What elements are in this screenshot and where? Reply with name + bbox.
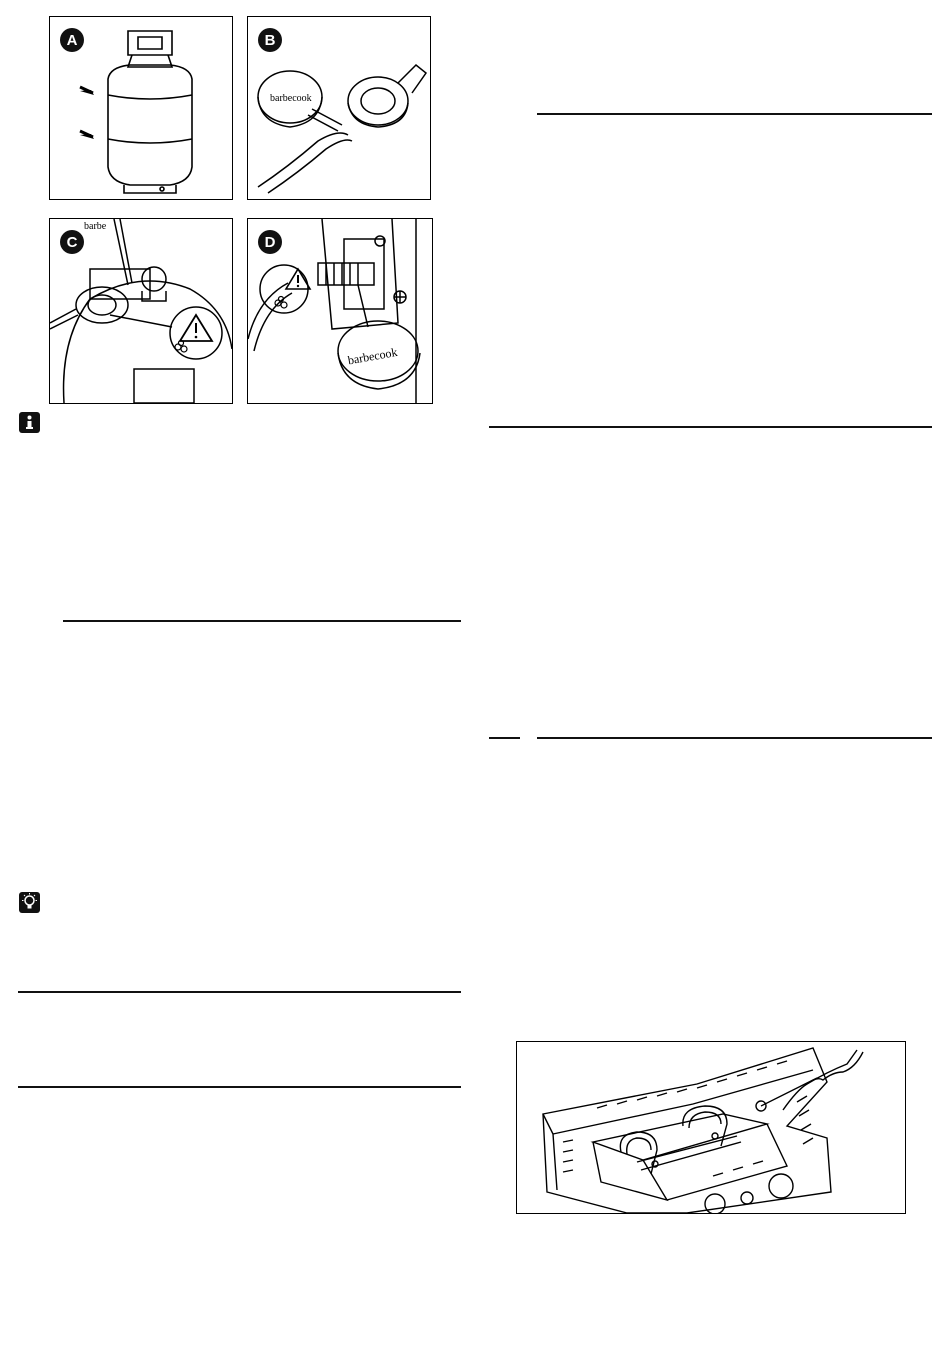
bubbles-icon <box>175 341 187 353</box>
info-icon <box>19 412 40 433</box>
figure-c-panel <box>49 218 233 404</box>
section-rule-right-2 <box>489 426 932 428</box>
figure-b-panel <box>247 16 431 200</box>
figure-a-badge: A <box>60 28 84 52</box>
figure-b-badge: B <box>258 28 282 52</box>
figure-c-badge: C <box>60 230 84 254</box>
brand-label-partial: barbe <box>84 221 107 232</box>
warning-triangle-icon <box>260 265 310 313</box>
brand-label: barbecook <box>270 93 312 104</box>
figure-d-badge: D <box>258 230 282 254</box>
section-rule-left-1 <box>63 620 461 622</box>
section-rule-right-3b <box>537 737 932 739</box>
figure-d-panel <box>247 218 433 404</box>
section-rule-left-2 <box>18 991 461 993</box>
burner-cleaning-figure <box>516 1041 906 1214</box>
lightbulb-icon <box>19 892 40 913</box>
section-rule-right-1 <box>537 113 932 115</box>
brand-label: barbecook <box>346 344 399 368</box>
figure-a-panel <box>49 16 233 200</box>
grill-burner-illustration <box>517 1042 905 1213</box>
section-rule-right-3a <box>489 737 520 739</box>
warning-triangle-icon <box>180 315 212 341</box>
section-rule-left-3 <box>18 1086 461 1088</box>
